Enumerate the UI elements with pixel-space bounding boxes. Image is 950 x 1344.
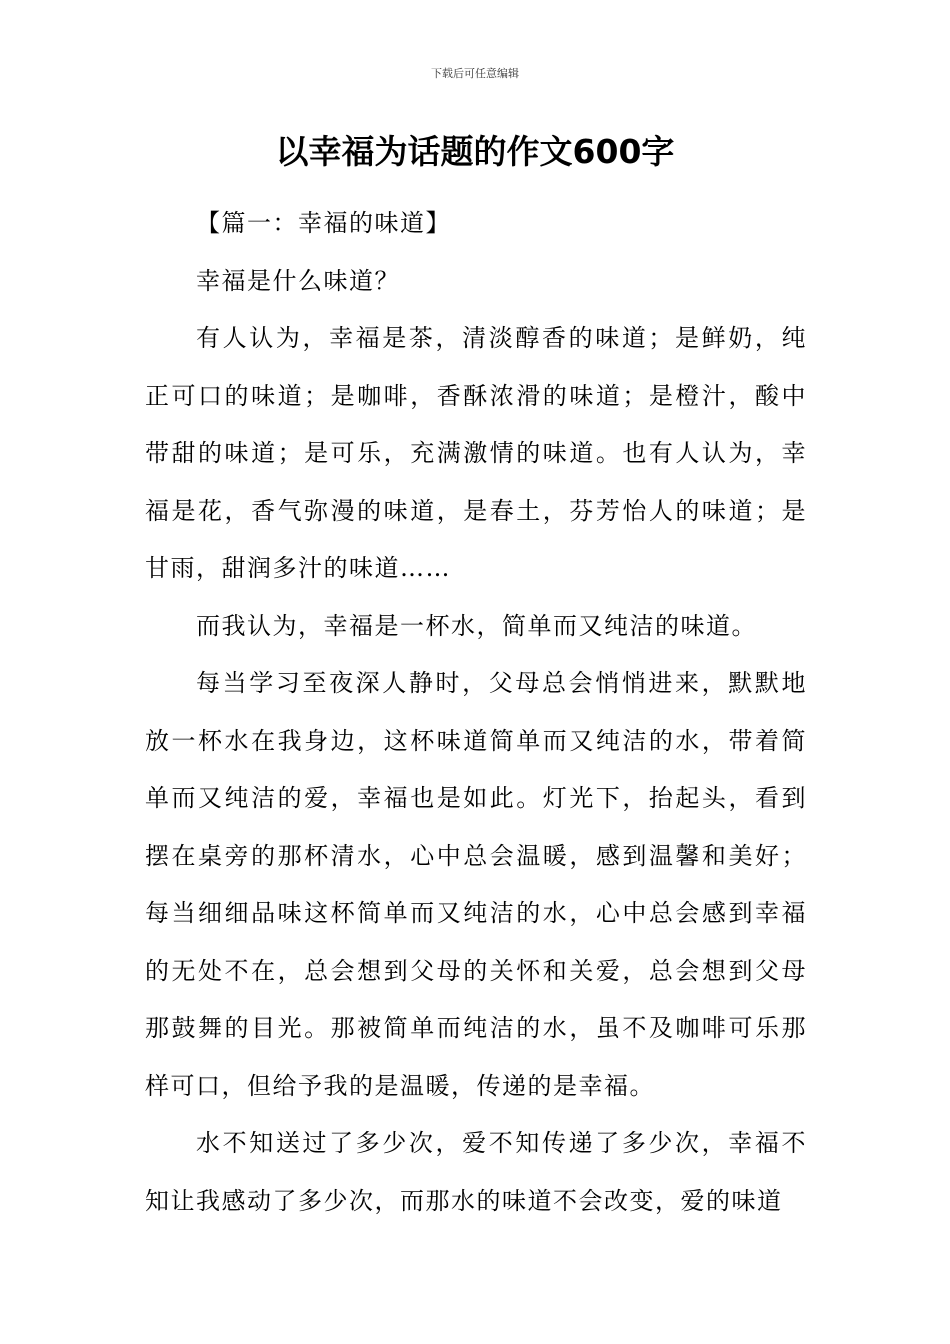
header-note: 下载后可任意编辑 [431, 67, 519, 80]
paragraph: 水不知送过了多少次，爱不知传递了多少次，幸福不知让我感动了多少次，而那水的味道不会改变，爱的味道 [145, 1129, 807, 1215]
document-title: 以幸福为话题的作文600字 [275, 132, 675, 171]
section-heading: 【篇一：幸福的味道】 [196, 209, 451, 237]
paragraph: 每当学习至夜深人静时，父母总会悄悄进来，默默地放一杯水在我身边，这杯味道简单而又纯洁的水，带着简单而又纯洁的爱，幸福也是如此。灯光下，抬起头，看到摆在桌旁的那杯清水，心中总会温暖，感到温馨和美好；每当细细品味这杯简单而又纯洁的水，心中总会感到幸福的无处不在，总会想到父母的关怀和关爱，总会想到父母那鼓舞的目光。那被简单而纯洁的水，虽不及咖啡可乐那样可口，但给予我的是温暖，传递的是幸福。 [145, 669, 807, 1100]
paragraph: 而我认为，幸福是一杯水，简单而又纯洁的味道。 [196, 611, 757, 640]
paragraph: 幸福是什么味道？ [196, 266, 400, 295]
document-body [145, 195, 807, 1230]
paragraph: 有人认为，幸福是茶，清淡醇香的味道；是鲜奶，纯正可口的味道；是咖啡，香酥浓滑的味道；是橙汁，酸中带甜的味道；是可乐，充满激情的味道。也有人认为，幸福是花，香气弥漫的味道，是春土，芬芳怡人的味道；是甘雨，甜润多汁的味道…… [145, 324, 807, 582]
